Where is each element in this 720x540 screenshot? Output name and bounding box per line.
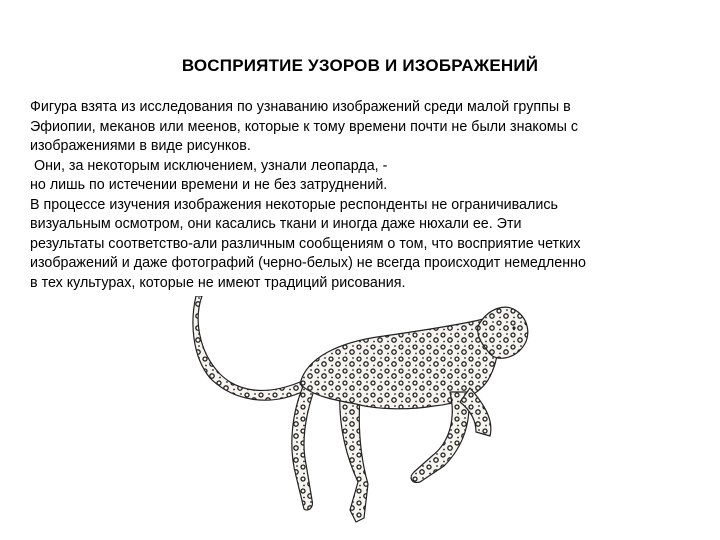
leopard-illustration: [188, 296, 534, 536]
body-line: В процессе изучения изображения некоторые респонденты не ограничивались: [30, 196, 558, 213]
body-line: Они, за некоторым исключением, узнали леопарда, -: [30, 157, 388, 174]
body-line: изображениями в виде рисунков.: [30, 138, 251, 154]
body-line: Фигура взята из исследования по узнаванию изображений среди малой группы в: [30, 99, 571, 115]
slide-title: ВОСПРИЯТИЕ УЗОРОВ И ИЗОБРАЖЕНИЙ: [181, 56, 539, 75]
body-line: но лишь по истечении времени и не без затруднений.: [30, 177, 388, 193]
slide-body-text: [30, 98, 700, 293]
body-line: в тех культурах, которые не имеют традиций рисования.: [30, 274, 406, 291]
body-line: результаты соответство-али различным сообщениям о том, что восприятие четких: [30, 235, 581, 252]
body-line: изображений и даже фотографий (черно-белых) не всегда происходит немедленно: [30, 255, 586, 271]
body-line: Эфиопии, меканов или меенов, которые к тому времени почти не были знакомы с: [30, 118, 579, 135]
body-line: визуальным осмотром, они касались ткани и иногда даже нюхали ее. Эти: [30, 216, 522, 232]
